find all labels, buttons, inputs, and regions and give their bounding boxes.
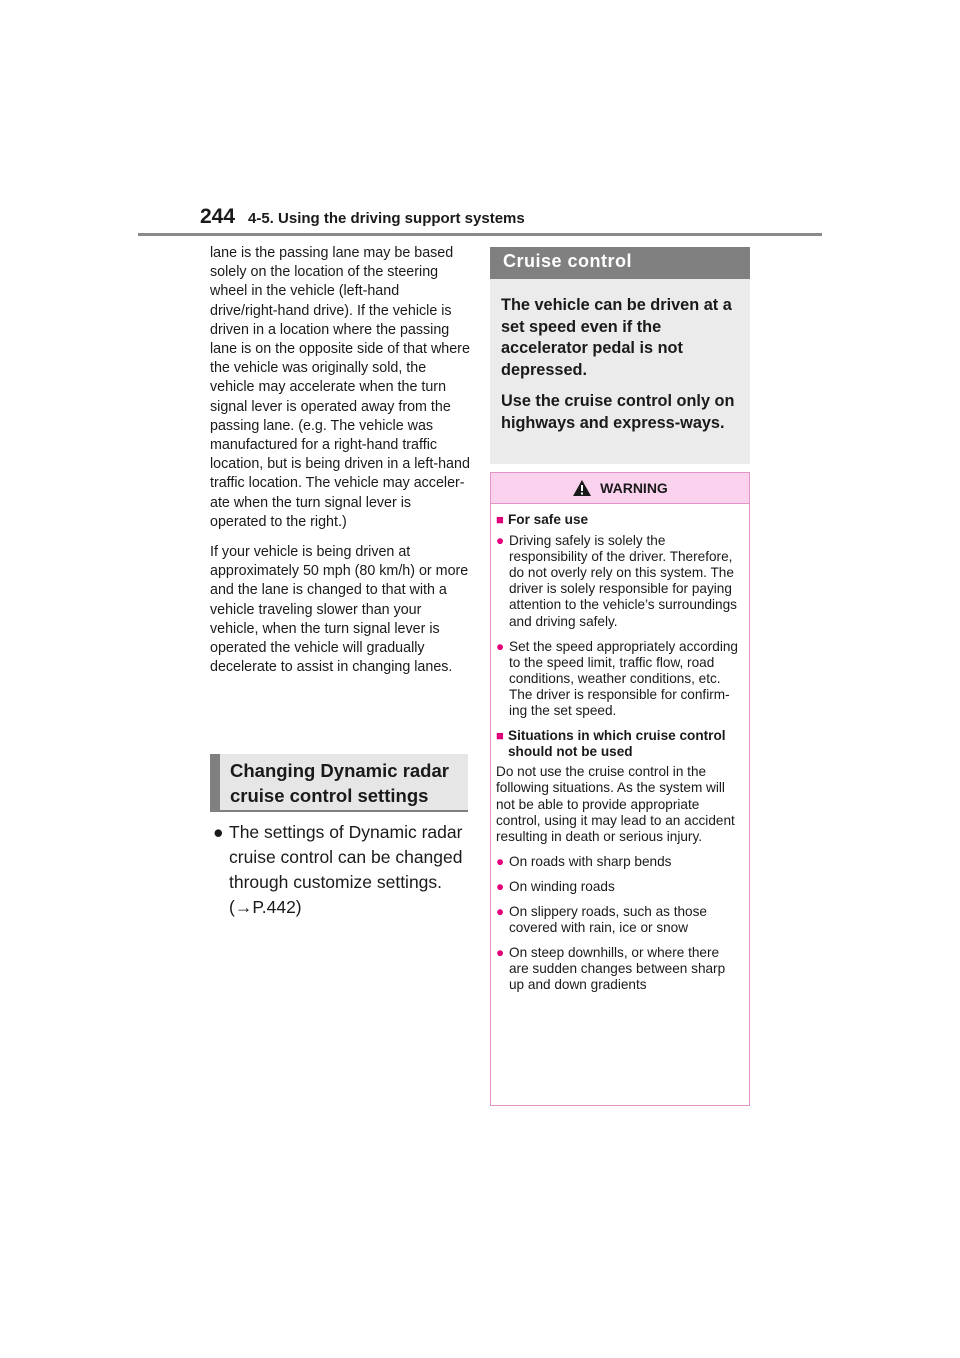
warning-subheading: ■ Situations in which cruise control should not be used	[496, 728, 726, 760]
square-bullet-icon: ■	[496, 512, 504, 527]
warning-subheading: ■ For safe use	[496, 512, 589, 527]
body-paragraph: lane is the passing lane may be based solely on the location of the steering wheel in the vehicle (left-hand drive/right-hand drive). If the vehicle is driven in a location where the passing lane is on the opposite side of that where the vehicle was originally sold, the vehicle may accelerate when the turn signal lever is operated away from the passing lane. (e.g. The vehicle was manufactured for a right-hand traffic location, but is being driven in a left-hand traffic location. The vehicle may acceler-ate when the turn signal lever is operated to the right.)	[210, 245, 470, 530]
warning-item: ● On winding roads	[496, 878, 615, 894]
warning-item: ● Driving safely is solely the responsibility of the driver. Therefore, do not overly rely on this system. The driver is solely responsible for paying attention to the vehicle’s surroundings and driving safely.	[496, 533, 737, 629]
body-paragraph: If your vehicle is being driven at approximately 50 mph (80 km/h) or more and the lane is changed to that with a vehicle traveling slower than your vehicle, when the turn signal lever is operated the vehicle will gradually decelerate to assist in changing lanes.	[210, 544, 469, 676]
bullet-icon: ●	[496, 638, 505, 654]
bullet-icon: ●	[496, 878, 505, 894]
header-divider	[138, 233, 822, 236]
warning-item: ● On roads with sharp bends	[496, 853, 672, 869]
square-bullet-icon: ■	[496, 728, 504, 744]
warning-item: ● Set the speed appropriately according to the speed limit, traffic flow, road conditions, weather conditions, etc. The driver is responsible for confirm-ing the set speed.	[496, 638, 738, 719]
bullet-icon: ●	[496, 853, 505, 869]
warning-body	[491, 504, 749, 993]
warning-item: ● On steep downhills, or where there are sudden changes between sharp up and down gradients	[496, 945, 726, 993]
warning-paragraph: Do not use the cruise control in the following situations. As the system will not be able to provide appropriate control, using it may lead to an accident resulting in death or serious injury.	[496, 764, 735, 844]
bullet-icon: ●	[496, 945, 505, 961]
chapter-title: 4-5. Using the driving support systems	[248, 210, 525, 227]
warning-triangle-icon	[572, 479, 592, 497]
left-column	[210, 244, 470, 677]
warning-box	[490, 472, 750, 1106]
intro-box	[490, 279, 750, 464]
warning-header	[491, 473, 749, 504]
settings-bullet-text: The settings of Dynamic radar cruise control can be changed through customize settings. (→P.442)	[229, 822, 463, 917]
bullet-icon: ●	[496, 903, 505, 919]
intro-text: Use the cruise control only on highways and express-ways.	[501, 392, 735, 432]
section-title-cruise-control: Cruise control	[490, 247, 750, 279]
bullet-icon: ●	[213, 822, 224, 842]
intro-text: The vehicle can be driven at a set speed even if the accelerator pedal is not depressed.	[501, 296, 732, 379]
warning-title: WARNING	[600, 480, 668, 496]
bullet-icon: ●	[496, 533, 505, 549]
page-number: 244	[200, 205, 236, 228]
warning-item: ● On slippery roads, such as those covered with rain, ice or snow	[496, 903, 707, 936]
section-heading-dynamic-radar-settings: Changing Dynamic radar cruise control settings	[210, 754, 468, 812]
